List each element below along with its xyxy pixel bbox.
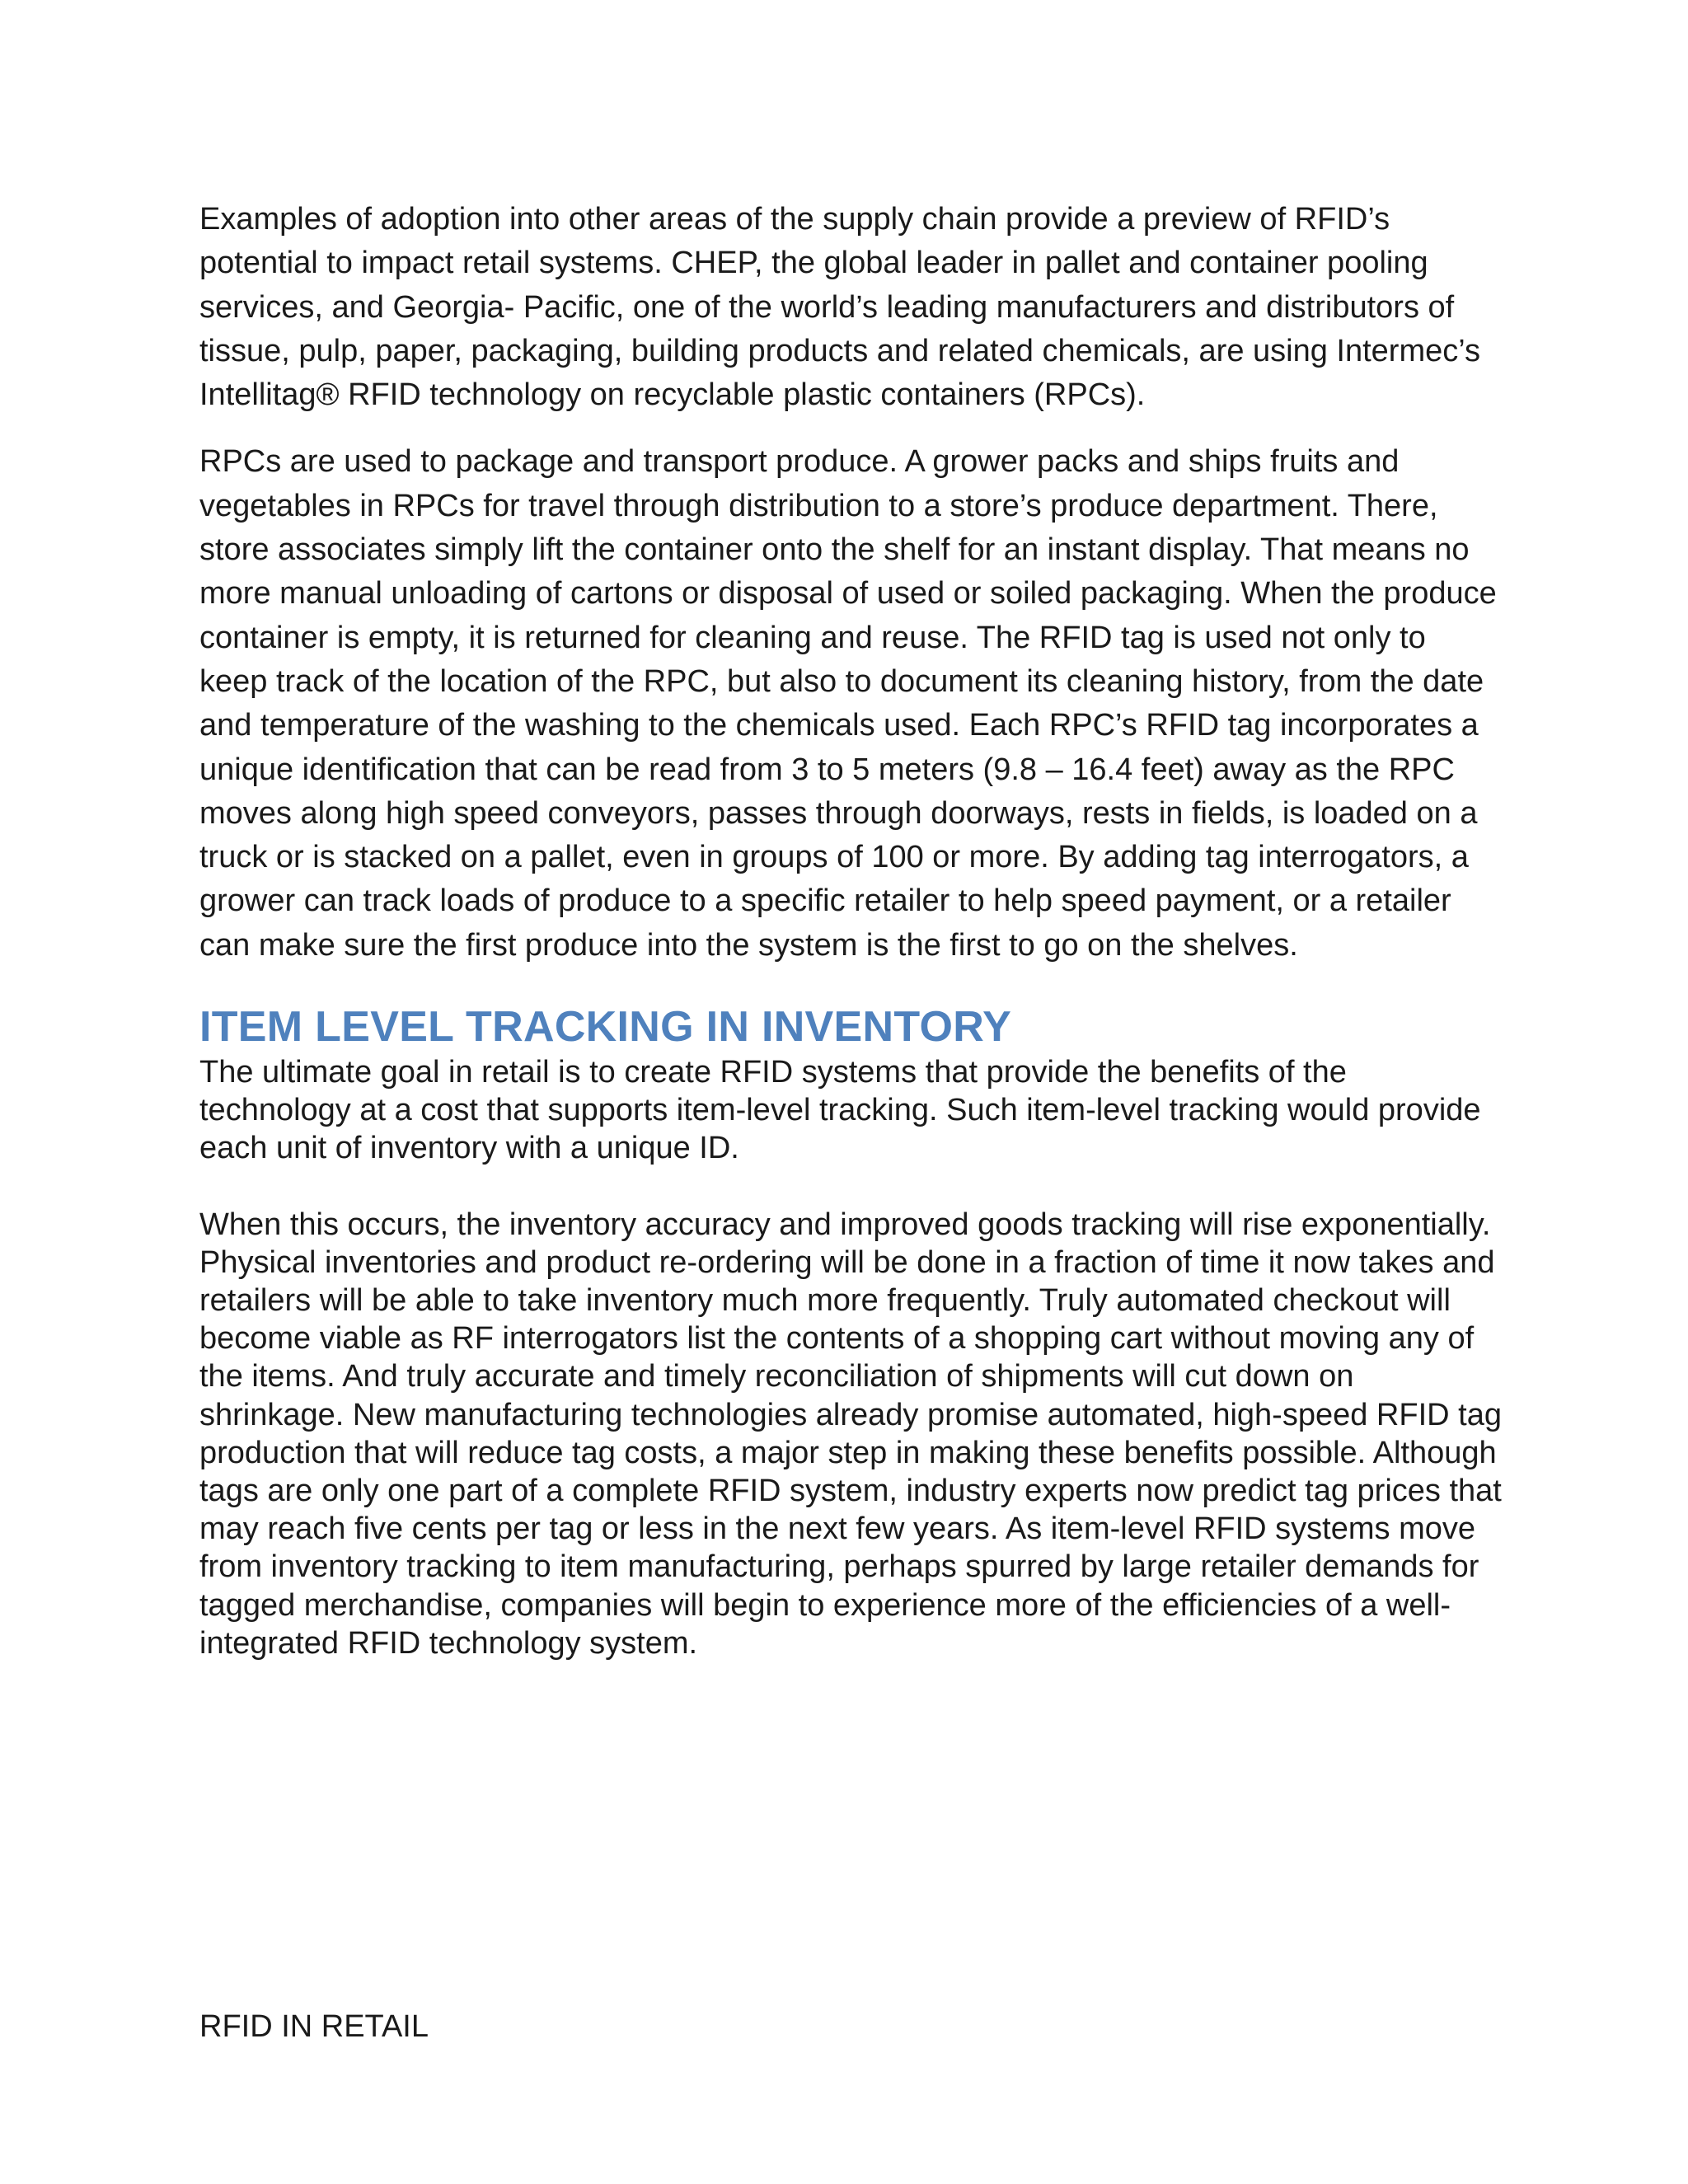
document-page [199, 198, 1502, 1662]
page-footer: RFID IN RETAIL [199, 2009, 429, 2044]
intro-paragraph: Examples of adoption into other areas of the supply chain provide a preview of RFID’s potential to impact retail systems. CHEP, the global leader in pallet and container pooling services, and Georgia- Pacific, one of the world’s leading manufacturers and distributors of tissue, pulp, paper, packaging, building products and related chemicals, are using Intermec’s Intellitag® RFID technology on recyclable plastic containers (RPCs). [199, 202, 1480, 413]
rpc-paragraph: RPCs are used to package and transport produce. A grower packs and ships fruits and vegetables in RPCs for travel through distribution to a store’s produce department. There, store associates simply lift the container onto the shelf for an instant display. That means no more manual unloading of cartons or disposal of used or soiled packaging. When the produce container is empty, it is returned for cleaning and reuse. The RFID tag is used not only to keep track of the location of the RPC, but also to document its cleaning history, from the date and temperature of the washing to the chemicals used. Each RPC’s RFID tag incorporates a unique identification that can be read from 3 to 5 meters (9.8 – 16.4 feet) away as the RPC moves along high speed conveyors, passes through doorways, rests in fields, is loaded on a truck or is stacked on a pallet, even in groups of 100 or more. By adding tag interrogators, a grower can track loads of produce to a specific retailer to help speed payment, or a retailer can make sure the first produce into the system is the first to go on the shelves. [199, 444, 1497, 963]
item-level-goal-paragraph: The ultimate goal in retail is to create RFID systems that provide the benefits of the technology at a cost that supports item-level tracking. Such item-level tracking would provide each unit of inventory with a unique ID. [199, 1055, 1481, 1166]
section-heading: ITEM LEVEL TRACKING IN INVENTORY [199, 1003, 1012, 1052]
item-level-benefits-paragraph: When this occurs, the inventory accuracy and improved goods tracking will rise exponentially. Physical inventories and product re-ordering will be done in a fraction of time it now takes and retailers will be able to take inventory much more frequently. Truly automated checkout will become viable as RF interrogators list the contents of a shopping cart without moving any of the items. And truly accurate and timely reconciliation of shipments will cut down on shrinkage. New manufacturing technologies already promise automated, high-speed RFID tag production that will reduce tag costs, a major step in making these benefits possible. Although tags are only one part of a complete RFID system, industry experts now predict tag prices that may reach five cents per tag or less in the next few years. As item-level RFID systems move from inventory tracking to item manufacturing, perhaps spurred by large retailer demands for tagged merchandise, companies will begin to experience more of the efficiencies of a well-integrated RFID technology system. [199, 1207, 1502, 1661]
